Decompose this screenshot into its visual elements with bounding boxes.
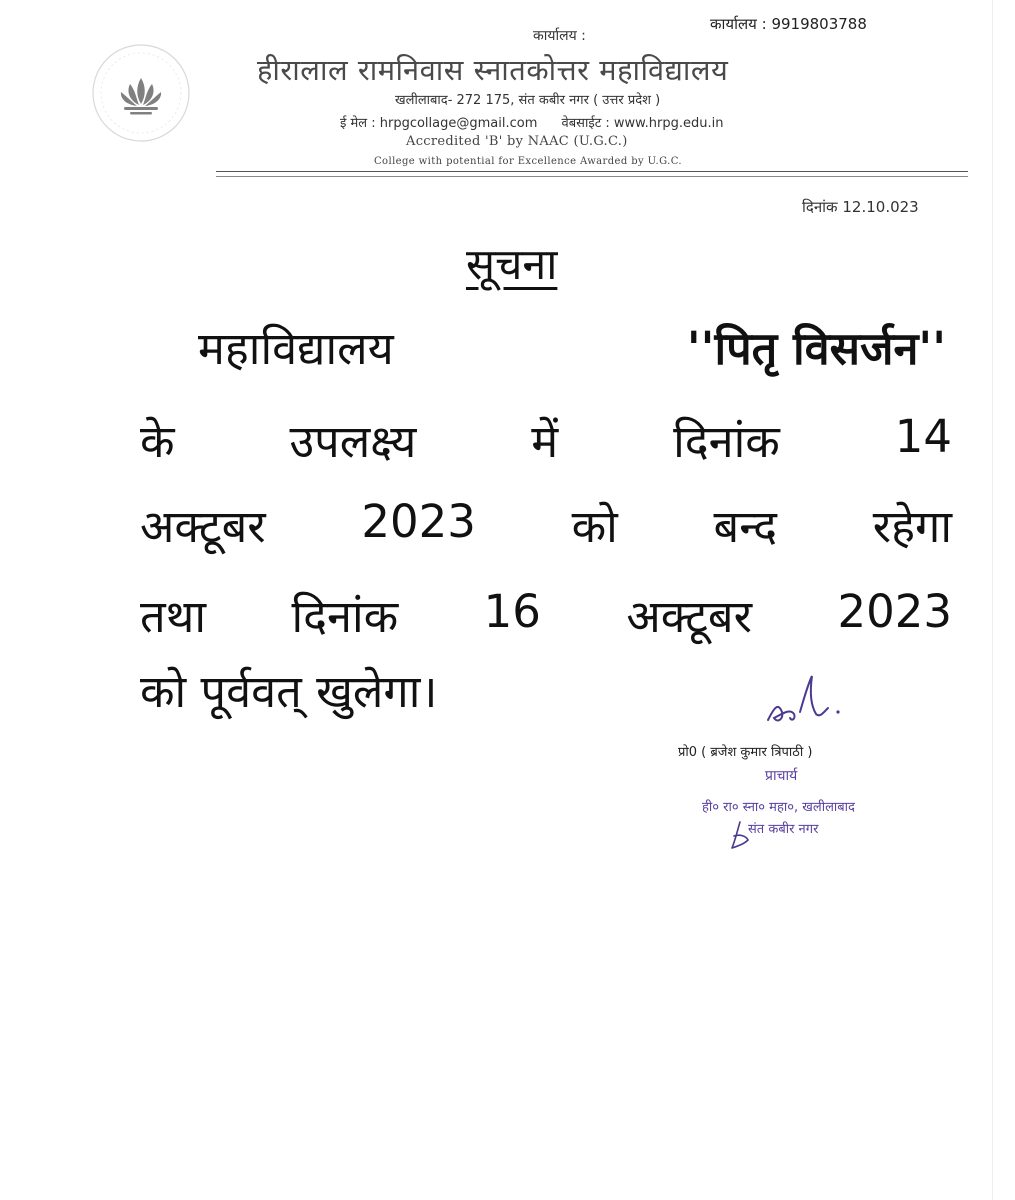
date-label: दिनांक: [802, 198, 838, 216]
notice-line-4: [140, 585, 952, 646]
notice-word: 2023: [361, 495, 476, 548]
stamp-district: संत कबीर नगर: [748, 822, 819, 837]
email-text: ई मेल : hrpgcollage@gmail.com: [340, 116, 538, 131]
signatory-name: प्रो0 ( ब्रजेश कुमार त्रिपाठी ): [678, 745, 813, 760]
notice-word: को: [571, 500, 618, 553]
notice-word: में: [531, 415, 559, 468]
notice-line-2: [140, 410, 952, 471]
stamp-address: ही० रा० स्ना० महा०, खलीलाबाद: [702, 800, 855, 815]
accreditation-text: Accredited 'B' by NAAC (U.G.C.): [406, 134, 628, 149]
notice-line-1: [198, 317, 946, 378]
notice-line-3: [140, 495, 952, 556]
date-value: 12.10.023: [842, 198, 919, 216]
notice-word: दिनांक: [673, 415, 780, 468]
college-logo-icon: [86, 38, 196, 148]
college-name: हीरालाल रामनिवास स्नातकोत्तर महाविद्यालय: [257, 53, 729, 87]
stamp-title: प्राचार्य: [765, 768, 798, 784]
notice-word: के: [140, 415, 175, 468]
notice-word: 16: [483, 585, 541, 638]
header-divider-thin: [216, 176, 968, 177]
notice-word: 14: [894, 410, 952, 463]
website-text: वेबसाईट : www.hrpg.edu.in: [561, 116, 724, 131]
signature-scribble-icon: [760, 668, 860, 732]
office-label: कार्यालय :: [533, 28, 586, 44]
notice-word: 2023: [837, 585, 952, 638]
scan-edge: [992, 0, 1015, 1200]
notice-word: तथा: [140, 590, 207, 643]
contact-line: [340, 113, 723, 131]
notice-word: दिनांक: [291, 590, 399, 643]
college-address: खलीलाबाद- 272 175, संत कबीर नगर ( उत्तर प्रदेश ): [395, 93, 661, 108]
notice-line-5: को पूर्ववत् खुलेगा।: [140, 665, 438, 718]
notice-date: [802, 197, 919, 217]
notice-word: रहेगा: [872, 500, 952, 553]
notice-word: बन्द: [713, 500, 777, 553]
notice-title: सूचना: [466, 240, 558, 290]
notice-word: अक्टूबर: [140, 500, 266, 553]
notice-word: अक्टूबर: [626, 590, 753, 643]
notice-word: उपलक्ष्य: [289, 415, 417, 468]
office-phone: कार्यालय : 9919803788: [710, 15, 867, 33]
header-divider: [216, 171, 968, 172]
notice-occasion: ''पितृ विसर्जन'': [686, 322, 946, 375]
excellence-text: College with potential for Excellence Awarded by U.G.C.: [374, 156, 683, 167]
notice-word: महाविद्यालय: [198, 322, 394, 375]
